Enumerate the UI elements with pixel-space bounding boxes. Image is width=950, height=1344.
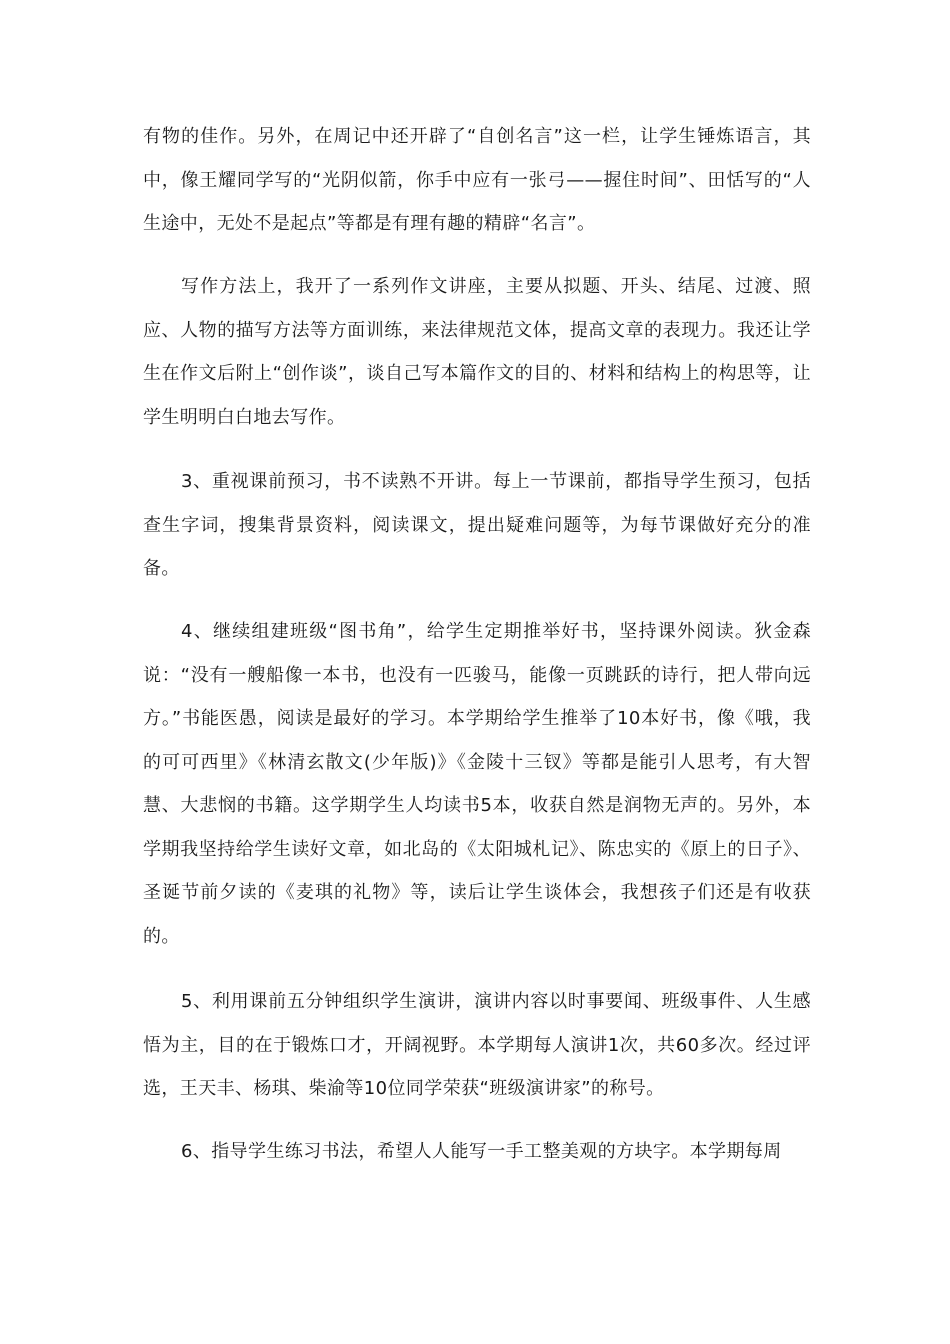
paragraph-item-3: 3、重视课前预习，书不读熟不开讲。每上一节课前，都指导学生预习，包括查生字词，搜集背景资料，阅读课文，提出疑难问题等，为每节课做好充分的准备。	[143, 471, 811, 579]
paragraph-item-4: 4、继续组建班级“图书角”，给学生定期推举好书，坚持课外阅读。狄金森说：“没有一艘船像一本书，也没有一匹骏马，能像一页跳跃的诗行，把人带向远方。”书能医愚，阅读是最好的学习。本学期给学生推举了10本好书，像《哦，我的可可西里》《林清玄散文(少年版)》《金陵十三钗》等都是能引人思考，有大智慧、大悲悯的书籍。这学期学生人均读书5本，收获自然是润物无声的。另外，本学期我坚持给学生读好文章，如北岛的《太阳城札记》、陈忠实的《原上的日子》、圣诞节前夕读的《麦琪的礼物》等，读后让学生谈体会，我想孩子们还是有收获的。	[143, 621, 811, 947]
paragraph-item-6: 6、指导学生练习书法，希望人人能写一手工整美观的方块字。本学期每周	[181, 1141, 782, 1162]
paragraph-item-5: 5、利用课前五分钟组织学生演讲，演讲内容以时事要闻、班级事件、人生感悟为主，目的在于锻炼口才，开阔视野。本学期每人演讲1次，共60多次。经过评选，王天丰、杨琪、柴渝等10位同学荣获“班级演讲家”的称号。	[143, 991, 811, 1099]
paragraph-continuation: 有物的佳作。另外，在周记中还开辟了“自创名言”这一栏，让学生锤炼语言，其中，像王耀同学写的“光阴似箭，你手中应有一张弓——握住时间”、田恬写的“人生途中，无处不是起点”等都是有理有趣的精辟“名言”。	[143, 126, 811, 234]
paragraph-writing-methods: 写作方法上，我开了一系列作文讲座，主要从拟题、开头、结尾、过渡、照应、人物的描写方法等方面训练，来法律规范文体，提高文章的表现力。我还让学生在作文后附上“创作谈”，谈自己写本篇作文的目的、材料和结构上的构思等，让学生明明白白地去写作。	[143, 276, 811, 428]
